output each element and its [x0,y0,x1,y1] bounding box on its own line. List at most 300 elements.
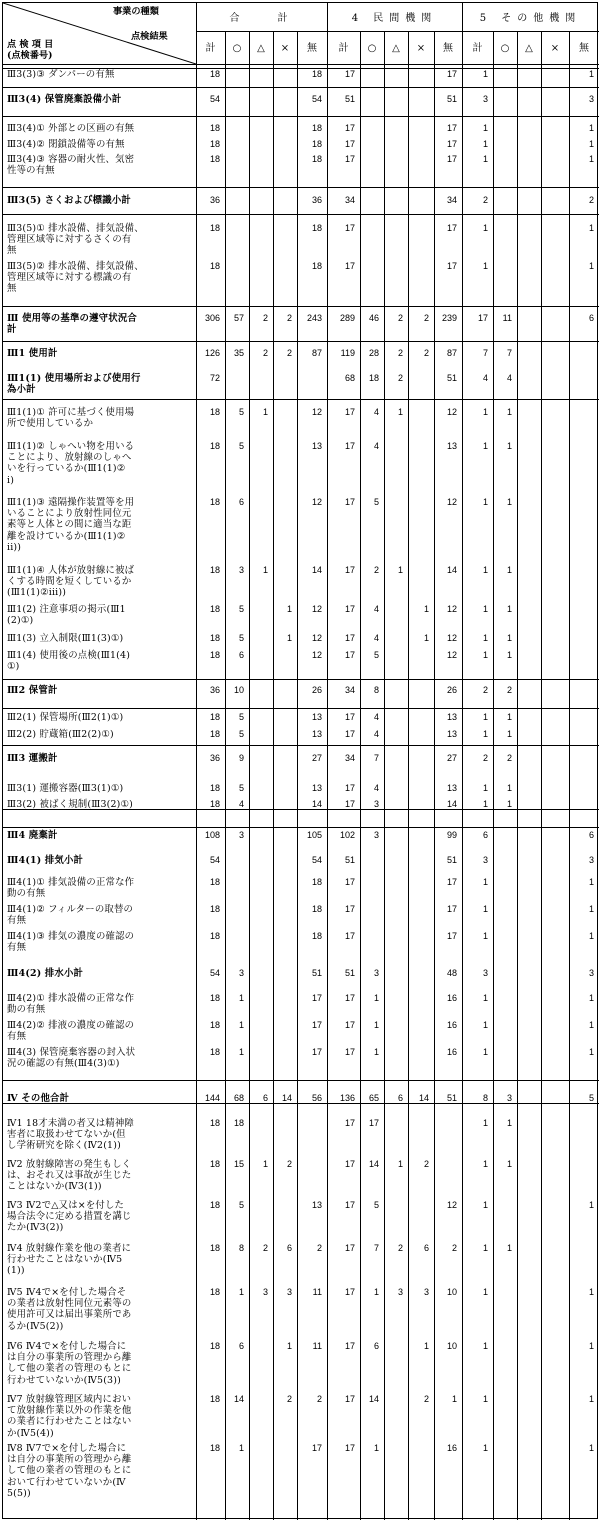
statistics-table [2,2,598,1519]
cell-value: 18 [311,904,322,914]
cell-value: 12 [311,497,322,507]
cell-value: 5 [238,712,244,722]
cell-value: 18 [311,261,322,271]
cell-value: 18 [368,373,379,383]
cell-value: 13 [311,729,322,739]
row-label: Ⅲ3(4)③ 容器の耐火性、気密 性等の有無 [7,154,135,177]
cell-value: 1 [482,904,488,914]
cell-value: 6 [262,1093,268,1103]
cell-value: 5 [373,650,379,660]
cell-value: 1 [506,633,512,643]
cell-value: 17 [344,1341,355,1351]
cell-value: 17 [344,931,355,941]
cell-value: 46 [368,313,379,323]
row-label: Ⅳ8 Ⅳ7で×を付した場合に は自分の事業所の管理から離 して他の業者の管理のもとに おいて行わせていないか(Ⅳ 5(5)) [7,1443,132,1499]
cell-value: 18 [209,1020,220,1030]
subcolumn-header: ○ [367,43,377,54]
cell-value: 18 [209,650,220,660]
row-label: Ⅲ3(4)① 外部との区画の有無 [7,123,135,134]
row-label: Ⅲ4 廃棄計 [7,830,58,841]
cell-value: 1 [238,993,244,1003]
cell-value: 17 [446,877,457,887]
cell-value: 51 [344,855,355,865]
row-label: Ⅳ4 放射線作業を他の業者に 行わせたことはないか(Ⅳ5 (1)) [7,1243,132,1277]
cell-value: 12 [311,407,322,417]
cell-value: 11 [312,1341,322,1351]
cell-value: 13 [446,729,457,739]
cell-value: 1 [451,1394,457,1404]
cell-value: 16 [446,1047,457,1057]
cell-value: 16 [446,1020,457,1030]
cell-value: 14 [446,799,457,809]
cell-value: 1 [506,1118,512,1128]
cell-value: 7 [373,1243,379,1253]
row-group-rule [3,827,599,828]
cell-value: 2 [316,1394,322,1404]
row-label: Ⅲ3(1) 運搬容器(Ⅲ3(1)①) [7,783,124,794]
row-label: Ⅲ4(3) 保管廃棄容器の封入状 況の確認の有無(Ⅲ4(3)①) [7,1047,136,1070]
cell-value: 1 [482,799,488,809]
cell-value: 17 [446,261,457,271]
cell-value: 35 [233,348,244,358]
cell-value: 5 [238,1200,244,1210]
cell-value: 18 [209,1047,220,1057]
cell-value: 1 [506,604,512,614]
cell-value: 17 [344,407,355,417]
row-group-rule [3,745,599,746]
cell-value: 1 [588,123,594,133]
cell-value: 68 [344,373,355,383]
cell-value: 18 [209,223,220,233]
row-group-rule [3,306,599,307]
row-label: Ⅲ3 運搬計 [7,753,58,764]
cell-value: 1 [482,650,488,660]
cell-value: 1 [506,712,512,722]
cell-value: 17 [344,139,355,149]
cell-value: 2 [286,348,292,358]
cell-value: 1 [397,565,403,575]
cell-value: 17 [344,1020,355,1030]
subcolumn-header: △ [525,43,533,54]
cell-value: 1 [482,1243,488,1253]
cell-value: 3 [482,855,488,865]
cell-value: 11 [312,1287,322,1297]
cell-value: 18 [209,604,220,614]
cell-value: 5 [238,441,244,451]
cell-value: 17 [344,154,355,164]
cell-value: 18 [311,931,322,941]
cell-value: 1 [482,1047,488,1057]
cell-value: 3 [373,799,379,809]
cell-value: 1 [482,1118,488,1128]
cell-value: 8 [482,1093,488,1103]
cell-value: 1 [482,1159,488,1169]
cell-value: 54 [209,968,220,978]
cell-value: 36 [209,195,220,205]
cell-value: 18 [209,712,220,722]
cell-value: 18 [209,931,220,941]
row-label: Ⅲ1(3) 立入制限(Ⅲ1(3)①) [7,633,124,644]
cell-value: 1 [506,783,512,793]
cell-value: 99 [446,830,457,840]
cell-value: 1 [588,139,594,149]
cell-value: 51 [344,94,355,104]
cell-value: 5 [238,633,244,643]
cell-value: 65 [368,1093,379,1103]
cell-value: 2 [423,1394,429,1404]
cell-value: 6 [397,1093,403,1103]
cell-value: 18 [209,69,220,79]
cell-value: 4 [373,441,379,451]
row-label: Ⅲ3(5)② 排水設備、排気設備、 管理区域等に対する標識の有 無 [7,261,144,295]
cell-value: 51 [311,968,322,978]
row-label: Ⅲ1(1)① 許可に基づく使用場 所で使用しているか [7,407,135,430]
row-label: Ⅲ4(2)② 排液の濃度の確認の 有無 [7,1020,135,1043]
cell-value: 5 [588,1093,594,1103]
cell-value: 1 [373,1287,379,1297]
cell-value: 14 [233,1394,244,1404]
cell-value: 16 [446,993,457,1003]
row-label: Ⅲ1(2) 注意事項の掲示(Ⅲ1 (2)①) [7,604,126,627]
cell-value: 1 [588,1394,594,1404]
cell-value: 17 [344,123,355,133]
cell-value: 17 [311,993,322,1003]
cell-value: 2 [262,348,268,358]
cell-value: 1 [482,441,488,451]
cell-value: 13 [446,441,457,451]
cell-value: 2 [423,313,429,323]
cell-value: 17 [344,729,355,739]
cell-value: 1 [373,1047,379,1057]
subcolumn-header: × [416,43,426,54]
cell-value: 1 [506,650,512,660]
cell-value: 2 [373,565,379,575]
cell-value: 18 [311,877,322,887]
cell-value: 17 [446,123,457,133]
cell-value: 18 [209,1394,220,1404]
subcolumn-header: 無 [307,43,317,54]
cell-value: 1 [482,1020,488,1030]
cell-value: 108 [204,830,220,840]
cell-value: 27 [446,753,457,763]
cell-value: 1 [588,1341,594,1351]
cell-value: 12 [311,604,322,614]
cell-value: 18 [209,729,220,739]
cell-value: 1 [482,1200,488,1210]
cell-value: 6 [482,830,488,840]
cell-value: 1 [588,877,594,887]
cell-value: 1 [397,407,403,417]
cell-value: 12 [311,633,322,643]
row-label: Ⅳ2 放射線障害の発生もしく は、おそれ又は事故が生じた ことはないか(Ⅳ3(1)) [7,1159,132,1193]
cell-value: 2 [397,373,403,383]
cell-value: 1 [506,799,512,809]
cell-value: 1 [506,729,512,739]
cell-value: 4 [373,729,379,739]
row-label: Ⅲ3(2) 被ばく規制(Ⅲ3(2)①) [7,799,133,810]
column-rule [493,31,494,1520]
cell-value: 289 [339,313,355,323]
column-group-header-2: 4 民間機関 [351,13,438,24]
cell-value: 18 [311,154,322,164]
cell-value: 4 [373,407,379,417]
subcolumn-header: 計 [338,43,349,54]
cell-value: 1 [588,154,594,164]
cell-value: 1 [482,604,488,614]
cell-value: 1 [482,69,488,79]
cell-value: 14 [281,1093,292,1103]
cell-value: 1 [588,1047,594,1057]
cell-value: 1 [506,407,512,417]
cell-value: 18 [311,69,322,79]
cell-value: 1 [588,931,594,941]
column-group-header-1: 合 計 [229,13,294,24]
cell-value: 17 [344,69,355,79]
row-label: Ⅲ4(1) 排気小計 [7,855,84,866]
cell-value: 1 [373,993,379,1003]
cell-value: 243 [306,313,322,323]
cell-value: 1 [506,497,512,507]
cell-value: 14 [368,1394,379,1404]
cell-value: 3 [482,94,488,104]
row-label: Ⅲ2(2) 貯蔵箱(Ⅲ2(2)①) [7,729,114,740]
cell-value: 1 [482,712,488,722]
cell-value: 17 [446,69,457,79]
cell-value: 13 [311,1200,322,1210]
row-label: Ⅲ1(1)④ 人体が放射線に被ば くする時間を短くしているか (Ⅲ1(1)②iii)) [7,565,135,599]
cell-value: 6 [238,1341,244,1351]
cell-value: 1 [588,69,594,79]
cell-value: 1 [482,1394,488,1404]
cell-value: 1 [588,1287,594,1297]
cell-value: 17 [344,1159,355,1169]
row-label: Ⅳ1 18才未満の者又は精神障 害者に取扱わせてないか(但 し学術研究を除く(Ⅳ2(1)) [7,1118,134,1152]
cell-value: 1 [262,1159,268,1169]
cell-value: 10 [233,685,244,695]
cell-value: 17 [344,904,355,914]
cell-value: 18 [209,441,220,451]
cell-value: 26 [446,685,457,695]
cell-value: 1 [482,123,488,133]
cell-value: 5 [373,1200,379,1210]
cell-value: 17 [344,783,355,793]
cell-value: 18 [209,154,220,164]
cell-value: 1 [588,1443,594,1453]
cell-value: 4 [373,604,379,614]
cell-value: 1 [482,783,488,793]
cell-value: 1 [397,1159,403,1169]
row-label: Ⅲ4(2) 排水小計 [7,968,84,979]
cell-value: 17 [344,1047,355,1057]
cell-value: 1 [286,604,292,614]
cell-value: 51 [344,968,355,978]
item-label: 点 検 項 目 [7,39,54,50]
cell-value: 5 [238,729,244,739]
cell-value: 18 [233,1118,244,1128]
cell-value: 18 [209,139,220,149]
cell-value: 1 [482,729,488,739]
row-label: Ⅲ4(1)② フィルターの取替の 有無 [7,904,134,927]
cell-value: 17 [368,1118,379,1128]
cell-value: 4 [373,633,379,643]
cell-value: 28 [368,348,379,358]
cell-value: 18 [209,261,220,271]
cell-value: 2 [423,1159,429,1169]
cell-value: 1 [286,633,292,643]
cell-value: 8 [373,685,379,695]
item-number-label: (点検番号) [7,50,53,61]
cell-value: 17 [311,1443,322,1453]
row-label: Ⅳ6 Ⅳ4で×を付した場合に は自分の事業所の管理から離 して他の業者の管理のもとに 行わせていないか(Ⅳ5(3)) [7,1341,132,1386]
cell-value: 2 [506,753,512,763]
subcolumn-header: △ [257,43,265,54]
column-rule [517,31,518,1520]
cell-value: 2 [482,195,488,205]
cell-value: 17 [344,1118,355,1128]
subcolumn-header: 計 [205,43,216,54]
cell-value: 12 [446,497,457,507]
cell-value: 51 [446,373,457,383]
cell-value: 1 [482,931,488,941]
cell-value: 1 [506,565,512,575]
cell-value: 34 [344,753,355,763]
cell-value: 18 [209,407,220,417]
cell-value: 13 [446,712,457,722]
cell-value: 9 [238,753,244,763]
cell-value: 1 [482,139,488,149]
cell-value: 3 [588,855,594,865]
cell-value: 3 [238,565,244,575]
cell-value: 3 [506,1093,512,1103]
cell-value: 1 [482,565,488,575]
cell-value: 13 [311,441,322,451]
cell-value: 2 [397,1243,403,1253]
cell-value: 17 [344,633,355,643]
cell-value: 7 [373,753,379,763]
cell-value: 18 [209,497,220,507]
cell-value: 1 [506,441,512,451]
cell-value: 6 [588,313,594,323]
cell-value: 17 [344,650,355,660]
cell-value: 1 [588,223,594,233]
cell-value: 14 [418,1093,429,1103]
cell-value: 1 [423,1341,429,1351]
cell-value: 6 [373,1341,379,1351]
cell-value: 12 [311,650,322,660]
cell-value: 1 [482,1341,488,1351]
cell-value: 17 [344,497,355,507]
row-label: Ⅳ5 Ⅳ4で×を付した場合そ の業者は放射性同位元素等の 使用許可又は届出事業所であ るか(Ⅳ5(2)) [7,1287,132,1332]
cell-value: 26 [311,685,322,695]
cell-value: 3 [423,1287,429,1297]
cell-value: 1 [262,407,268,417]
cell-value: 2 [262,1243,268,1253]
cell-value: 54 [311,94,322,104]
cell-value: 18 [209,1287,220,1297]
cell-value: 1 [482,993,488,1003]
cell-value: 3 [373,968,379,978]
cell-value: 36 [209,685,220,695]
cell-value: 1 [482,261,488,271]
row-group-rule [3,341,599,342]
column-rule [541,31,542,1520]
row-label: Ⅲ1(4) 使用後の点検(Ⅲ1(4) ①) [7,650,131,673]
cell-value: 10 [446,1341,457,1351]
cell-value: 17 [344,261,355,271]
cell-value: 4 [373,783,379,793]
cell-value: 17 [477,313,488,323]
cell-value: 136 [339,1093,355,1103]
cell-value: 2 [397,348,403,358]
cell-value: 15 [233,1159,244,1169]
cell-value: 18 [209,1159,220,1169]
row-label: Ⅲ3(3)③ ダンパーの有無 [7,69,115,80]
column-group-header-3: 5 その他機関 [479,13,582,24]
cell-value: 17 [344,799,355,809]
cell-value: 87 [311,348,322,358]
cell-value: 1 [588,1200,594,1210]
cell-value: 72 [209,373,220,383]
row-label: Ⅳ その他合計 [7,1093,70,1104]
header-rule [3,64,599,65]
cell-value: 6 [588,830,594,840]
cell-value: 34 [344,685,355,695]
cell-value: 2 [588,195,594,205]
cell-value: 51 [446,94,457,104]
cell-value: 17 [311,1020,322,1030]
cell-value: 17 [446,931,457,941]
cell-value: 18 [311,139,322,149]
cell-value: 1 [506,1243,512,1253]
cell-value: 11 [502,313,512,323]
row-label: Ⅲ1(1)③ 遠隔操作装置等を用 いることにより放射性同位元 素等と人体との間に適当な距 離を設けているか(Ⅲ1(1)② ii)) [7,497,135,553]
cell-value: 18 [209,565,220,575]
cell-value: 4 [506,373,512,383]
row-label: Ⅳ7 放射線管理区域内におい て放射線作業以外の作業を他 の業者に行わせたことはない か(Ⅳ5(4)) [7,1394,132,1439]
cell-value: 6 [238,497,244,507]
cell-value: 5 [238,783,244,793]
row-group-rule [3,187,599,188]
cell-value: 4 [373,712,379,722]
cell-value: 51 [446,855,457,865]
cell-value: 17 [344,1443,355,1453]
cell-value: 5 [373,497,379,507]
cell-value: 4 [482,373,488,383]
cell-value: 87 [446,348,457,358]
cell-value: 1 [482,877,488,887]
cell-value: 1 [482,154,488,164]
row-group-rule [3,679,599,680]
cell-value: 13 [446,783,457,793]
cell-value: 105 [306,830,322,840]
row-label: Ⅲ 使用等の基準の遵守状況合 計 [7,313,137,336]
row-label: Ⅲ2(1) 保管場所(Ⅲ2(1)①) [7,712,124,723]
cell-value: 14 [311,799,322,809]
cell-value: 18 [209,1200,220,1210]
subcolumn-header: × [280,43,290,54]
cell-value: 68 [233,1093,244,1103]
cell-value: 1 [482,223,488,233]
cell-value: 18 [311,223,322,233]
cell-value: 2 [286,313,292,323]
cell-value: 18 [209,783,220,793]
cell-value: 12 [446,407,457,417]
cell-value: 18 [209,1443,220,1453]
row-label: Ⅳ3 Ⅳ2で△又は×を付した 場合法令に定める措置を講じ たか(Ⅳ3(2)) [7,1200,132,1234]
cell-value: 54 [209,94,220,104]
cell-value: 18 [209,799,220,809]
cell-value: 12 [446,1200,457,1210]
